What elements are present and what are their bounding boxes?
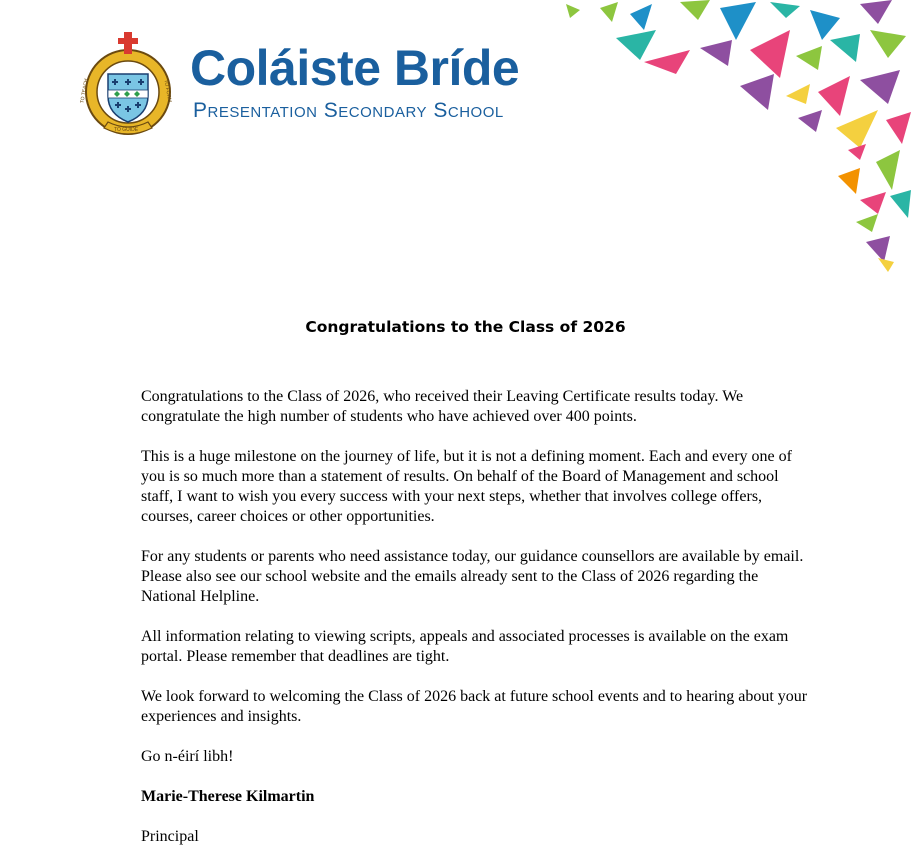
confetti-piece <box>860 192 886 214</box>
confetti-piece <box>630 4 652 30</box>
confetti-piece <box>644 50 690 74</box>
confetti-decoration <box>560 0 911 275</box>
confetti-piece <box>860 70 900 104</box>
confetti-piece <box>680 0 710 20</box>
confetti-piece <box>810 10 840 40</box>
confetti-piece <box>786 84 810 104</box>
school-subtitle: Presentation Secondary School <box>193 99 504 122</box>
confetti-piece <box>566 4 580 18</box>
confetti-piece <box>740 74 774 110</box>
confetti-piece <box>616 30 656 60</box>
confetti-piece <box>600 2 618 22</box>
letter-signoff: Go n-éirí libh! <box>141 748 234 765</box>
confetti-piece <box>838 168 860 194</box>
confetti-piece <box>750 30 790 78</box>
confetti-piece <box>890 190 911 218</box>
confetti-piece <box>700 40 732 66</box>
confetti-piece <box>798 110 822 132</box>
crest-motto-left: TO TEACH <box>79 78 90 104</box>
letter-paragraph: We look forward to welcoming the Class of 2026 back at future school events and to hearing about your experiences and insights. <box>141 688 808 725</box>
signature-name: Marie-Therese Kilmartin <box>141 788 315 805</box>
confetti-piece <box>878 258 894 272</box>
confetti-piece <box>770 2 800 18</box>
confetti-piece <box>836 110 878 148</box>
letter-heading: Congratulations to the Class of 2026 <box>305 318 626 336</box>
letter-paragraph: For any students or parents who need assistance today, our guidance counsellors are available by email. Please also see our school website and the emails already sent to the Class of 2026 regarding the National Helpline. <box>141 548 804 605</box>
letter-body <box>141 387 809 867</box>
letter-paragraph: This is a huge milestone on the journey of life, but it is not a defining moment. Each and every one of you is so much more than a statement of results. On behalf of the Board of Management and school staff, I want to wish you every success with your next steps, whether that involves college offers, courses, career choices or other opportunities. <box>141 448 792 525</box>
crest-mottos <box>76 30 180 142</box>
confetti-piece <box>866 236 890 262</box>
confetti-piece <box>818 76 850 116</box>
crest-motto-right: TO FORM <box>162 79 173 103</box>
confetti-piece <box>886 112 911 144</box>
confetti-piece <box>830 34 860 62</box>
confetti-piece <box>848 144 866 160</box>
confetti-piece <box>856 214 878 232</box>
letter-paragraph: All information relating to viewing scripts, appeals and associated processes is available on the exam portal. Please remember that deadlines are tight. <box>141 628 789 665</box>
confetti-piece <box>870 30 906 58</box>
confetti-piece <box>860 0 892 24</box>
confetti-piece <box>796 46 822 70</box>
crest-motto-bottom: TO GUIDE <box>114 127 139 133</box>
confetti-piece <box>720 2 756 40</box>
school-name: Coláiste Bríde <box>190 40 520 96</box>
confetti-piece <box>876 150 900 190</box>
letter-paragraph: Congratulations to the Class of 2026, who received their Leaving Certificate results today. We congratulate the high number of students who have achieved over 400 points. <box>141 388 744 425</box>
signature-role: Principal <box>141 828 199 845</box>
